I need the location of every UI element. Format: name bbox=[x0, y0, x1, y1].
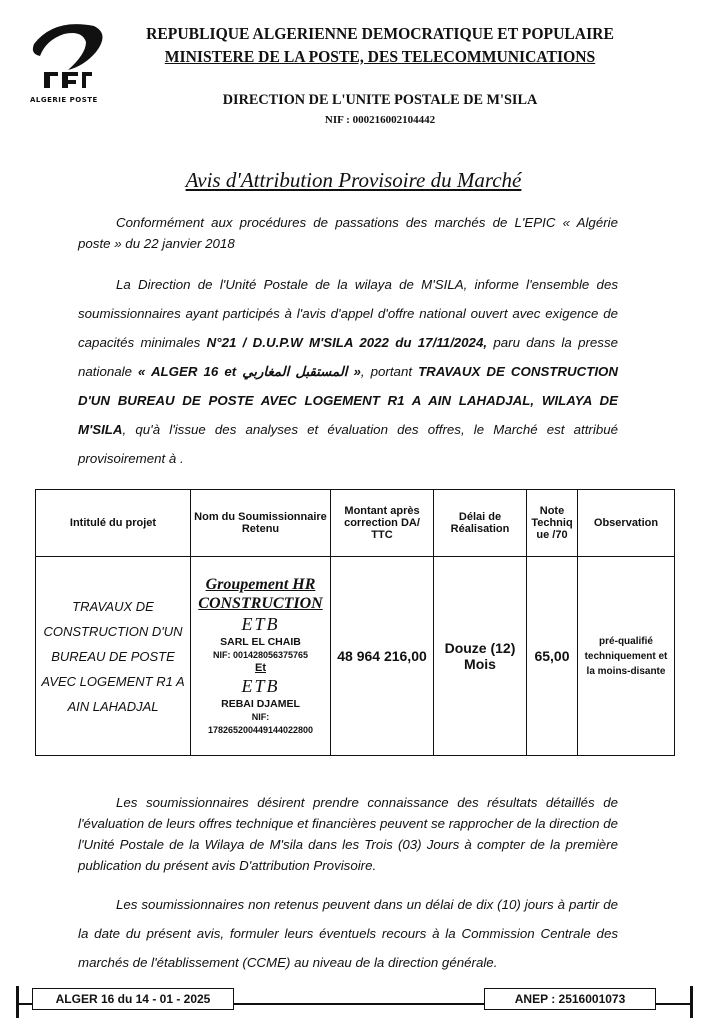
frame-left-bar bbox=[16, 986, 19, 1018]
company-1: SARL EL CHAIB bbox=[220, 636, 301, 648]
nif-1: NIF: 001428056375765 bbox=[212, 650, 309, 660]
footer-publication: ALGER 16 du 14 - 01 - 2025 bbox=[32, 988, 234, 1010]
table-row bbox=[36, 557, 675, 756]
header-observation: Observation bbox=[578, 490, 675, 557]
footer-anep: ANEP : 2516001073 bbox=[484, 988, 656, 1010]
header-delay: Délai de Réalisation bbox=[434, 490, 527, 557]
etb-label-1: ETB bbox=[241, 614, 280, 634]
paragraph-appeal: Les soumissionnaires non retenus peuvent dans un délai de dix (10) jours à partir de la date du présent avis, formuler leurs éventuels recours à la Commission Centrale des marchés de l'établissement (CCME) au niveau de la direction générale. bbox=[78, 897, 618, 970]
cell-delay: Douze (12) Mois bbox=[434, 557, 527, 756]
paragraph-results: Les soumissionnaires désirent prendre connaissance des résultats détaillés de l'évaluation de leurs offres technique et financières peuvent se rapprocher de la direction de l'Unité Postale de la Wilaya de M'sila dans les Trois (03) Jours à compter de la première publication du présent avis D'attribution Provisoire. bbox=[78, 795, 618, 873]
et-separator: Et bbox=[255, 662, 266, 674]
logo-caption: ALGERIE POSTE bbox=[30, 96, 98, 104]
paragraph-procedure: Conformément aux procédures de passations des marchés de L'EPIC « Algérie poste » du 22 janvier 2018 bbox=[78, 215, 618, 251]
cell-observation: pré-qualifié techniquement et la moins-disante bbox=[578, 557, 675, 756]
header-note: Note Techniq ue /70 bbox=[527, 490, 578, 557]
cell-amount: 48 964 216,00 bbox=[331, 557, 434, 756]
frame-right-bar bbox=[690, 986, 693, 1018]
award-table bbox=[35, 489, 675, 756]
nif-heading: NIF : 000216002104442 bbox=[324, 114, 436, 126]
group-name: Groupement HR CONSTRUCTION bbox=[198, 576, 323, 612]
cell-bidder bbox=[191, 557, 331, 756]
direction-heading: DIRECTION DE L'UNITE POSTALE DE M'SILA bbox=[222, 92, 538, 108]
etb-label-2: ETB bbox=[241, 676, 280, 696]
table-header-row bbox=[36, 490, 675, 557]
company-2: REBAI DJAMEL bbox=[221, 698, 300, 710]
nif-2-label: NIF: bbox=[251, 712, 270, 722]
header-bidder: Nom du Soumissionnaire Retenu bbox=[191, 490, 331, 557]
nif-2: 178265200449144022800 bbox=[207, 725, 314, 735]
cell-project: TRAVAUX DE CONSTRUCTION D'UN BUREAU DE POSTE AVEC LOGEMENT R1 A AIN LAHADJAL bbox=[36, 557, 191, 756]
header-project: Intitulé du projet bbox=[36, 490, 191, 557]
republic-heading: REPUBLIQUE ALGERIENNE DEMOCRATIQUE ET POPULAIRE bbox=[146, 24, 614, 43]
paragraph-announcement: La Direction de l'Unité Postale de la wilaya de M'SILA, informe l'ensemble des soumissionnaires ayant participés à l'avis d'appel d'offre national ouvert avec exigence de capacités minimales N°21 / D.U.P.W M'SILA 2022 du 17/11/2024, paru dans la presse nationale « ALGER 16 et المستقبل المغاربي », portant TRAVAUX DE CONSTRUCTION D'UN BUREAU DE POSTE AVEC LOGEMENT R1 A AIN LAHADJAL, WILAYA DE M'SILA, qu'à l'issue des analyses et évaluation des offres, le Marché est attribué provisoirement à . bbox=[78, 277, 619, 466]
notice-title: Avis d'Attribution Provisoire du Marché bbox=[185, 168, 522, 192]
cell-note: 65,00 bbox=[527, 557, 578, 756]
header-amount: Montant après correction DA/ TTC bbox=[331, 490, 434, 557]
ministry-heading: MINISTERE DE LA POSTE, DES TELECOMMUNICATIONS bbox=[164, 47, 596, 66]
